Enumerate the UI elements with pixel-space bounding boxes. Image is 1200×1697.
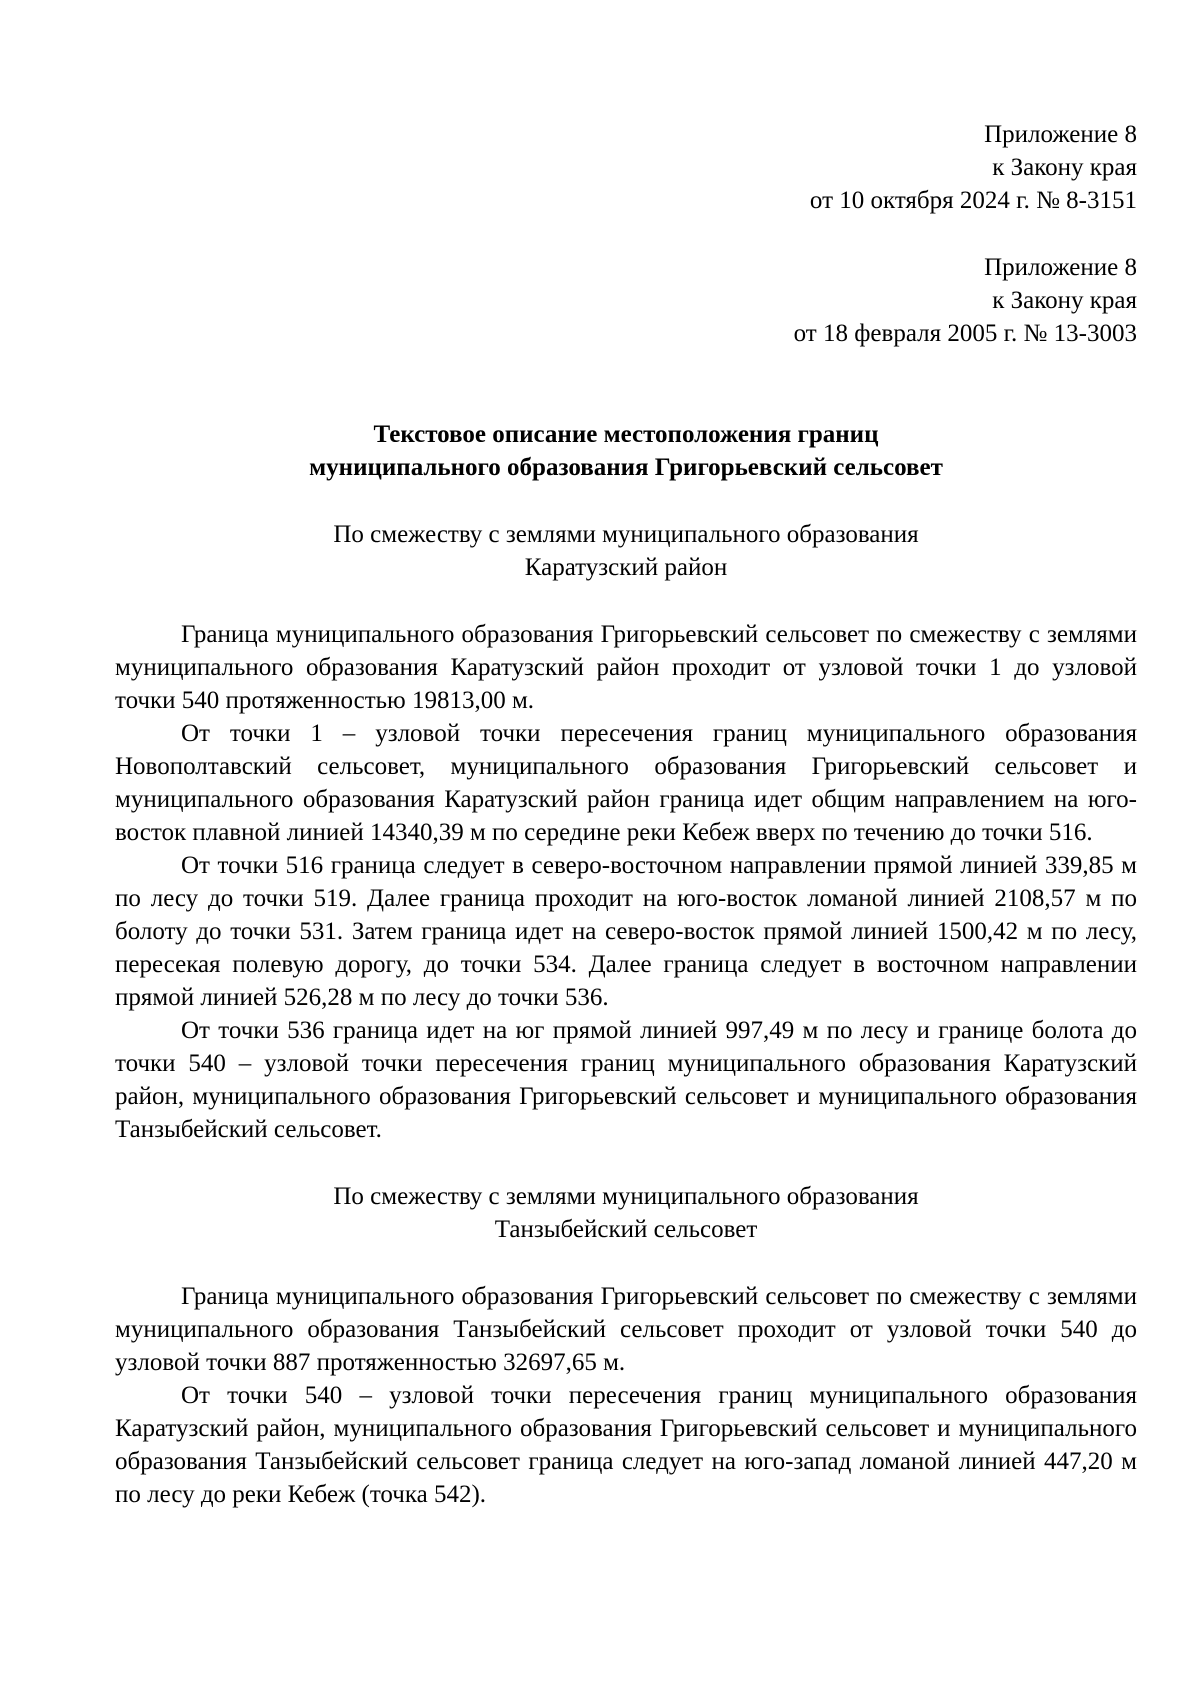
paragraph: От точки 516 граница следует в северо-восточном направлении прямой линией 339,85 м по лесу до точки 519. Далее граница проходит на юго-восток ломаной линией 2108,57 м по болоту до точки 531. Затем граница идет на северо-восток прямой линией 1500,42 м по лесу, пересекая полевую дорогу, до точки 534. Далее граница следует в восточном направлении прямой линией 526,28 м по лесу до точки 536. xyxy=(115,852,1137,1011)
paragraph: Граница муниципального образования Григорьевский сельсовет по смежеству с землями муниципального образования Танзыбейский сельсовет проходит от узловой точки 540 до узловой точки 887 протяженностью 32697,65 м. xyxy=(115,1283,1137,1376)
section-heading-line: По смежеству с землями муниципального образования xyxy=(333,521,919,548)
appendix-number: Приложение 8 xyxy=(984,121,1137,148)
document-page xyxy=(115,0,1137,1511)
appendix-law-date: от 18 февраля 2005 г. № 13-3003 xyxy=(793,320,1137,347)
appendix-header-current xyxy=(115,118,1137,217)
paragraph: Граница муниципального образования Григорьевский сельсовет по смежеству с землями муниципального образования Каратузский район проходит от узловой точки 1 до узловой точки 540 протяженностью 19813,00 м. xyxy=(115,621,1137,714)
section-heading-line: По смежеству с землями муниципального образования xyxy=(333,1183,919,1210)
paragraph: От точки 536 граница идет на юг прямой линией 997,49 м по лесу и границе болота до точки 540 – узловой точки пересечения границ муниципального образования Каратузский район, муниципального образования Григорьевский сельсовет и муниципального образования Танзыбейский сельсовет. xyxy=(115,1017,1137,1143)
section-heading-line: Каратузский район xyxy=(524,554,728,581)
appendix-number: Приложение 8 xyxy=(984,254,1137,281)
appendix-law-date: от 10 октября 2024 г. № 8-3151 xyxy=(809,187,1137,214)
section-heading-karatuzsky xyxy=(115,518,1137,584)
document-title xyxy=(115,418,1137,484)
document-title-line: муниципального образования Григорьевский сельсовет xyxy=(309,454,943,481)
paragraph: От точки 540 – узловой точки пересечения границ муниципального образования Каратузский район, муниципального образования Григорьевский сельсовет и муниципального образования Танзыбейский сельсовет граница следует на юго-запад ломаной линией 447,20 м по лесу до реки Кебеж (точка 542). xyxy=(115,1382,1137,1508)
appendix-law-reference: к Закону края xyxy=(992,287,1137,314)
section-body-tanzybeysky xyxy=(115,1280,1137,1511)
section-heading-tanzybeysky xyxy=(115,1180,1137,1246)
appendix-header-original xyxy=(115,251,1137,350)
paragraph: От точки 1 – узловой точки пересечения границ муниципального образования Новополтавский сельсовет, муниципального образования Григорьевский сельсовет и муниципального образования Каратузский район граница идет общим направлением на юго-восток плавной линией 14340,39 м по середине реки Кебеж вверх по течению до точки 516. xyxy=(115,720,1137,846)
document-title-line: Текстовое описание местоположения границ xyxy=(373,421,879,448)
section-body-karatuzsky xyxy=(115,618,1137,1146)
appendix-law-reference: к Закону края xyxy=(992,154,1137,181)
section-heading-line: Танзыбейский сельсовет xyxy=(494,1216,758,1243)
